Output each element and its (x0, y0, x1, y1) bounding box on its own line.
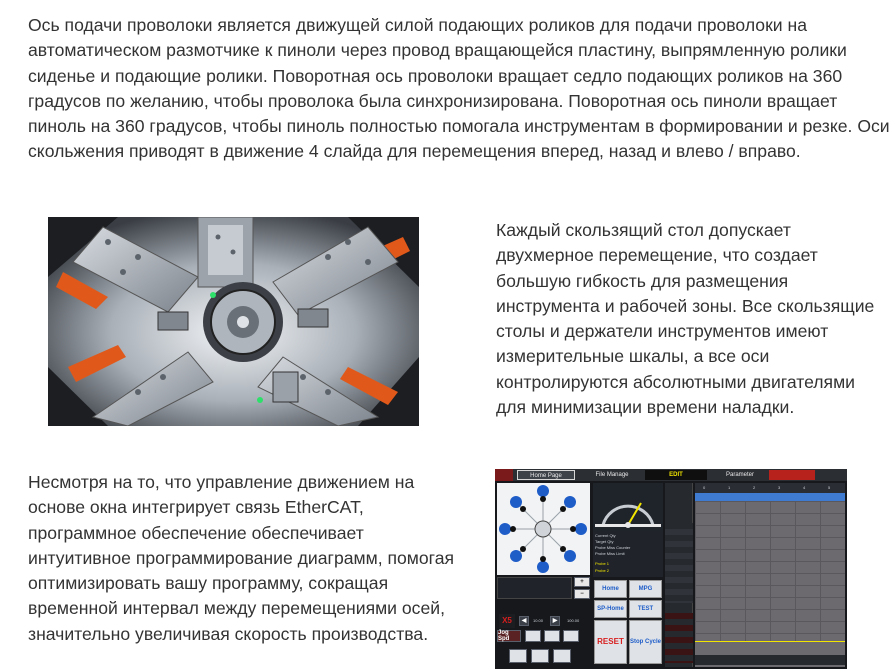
hmi-logo-icon (495, 469, 513, 481)
hmi-reset-button[interactable]: RESET (594, 620, 627, 664)
hmi-grid-col-2: 2 (753, 485, 756, 490)
hmi-grid-col-1: 1 (728, 485, 731, 490)
machine-photo-illustration (48, 217, 419, 426)
hmi-minus-button[interactable]: − (574, 589, 590, 599)
hmi-grid-cells (695, 501, 845, 641)
hmi-jog-speed-button[interactable]: Jog Spd (497, 630, 521, 642)
hmi-probe-line-1: Probe 1 (595, 561, 610, 566)
hmi-alarm-indicator (769, 470, 815, 480)
hmi-tab-parameter[interactable]: Parameter (725, 472, 754, 478)
hmi-tool-button-3[interactable] (563, 630, 579, 642)
hmi-stop-cycle-button[interactable]: Stop Cycle (629, 620, 662, 664)
hmi-status-panel (593, 531, 663, 577)
hmi-tool-button-1[interactable] (525, 630, 541, 642)
hmi-program-alarm-rows (665, 613, 693, 663)
hmi-axis-values (497, 577, 572, 599)
hmi-bottom-button-3[interactable] (553, 649, 571, 663)
hmi-grid-col-4: 4 (803, 485, 806, 490)
hmi-mpg-button[interactable]: MPG (629, 580, 662, 598)
hmi-sp-home-button[interactable]: SP-Home (594, 600, 627, 618)
hmi-step-left-button[interactable]: ◀ (519, 616, 529, 626)
hmi-probe-line-2: Probe 2 (595, 568, 610, 573)
hmi-status-line-4: Probe Miss Limit (595, 551, 625, 556)
axis-star-diagram (497, 483, 590, 575)
hmi-bottom-button-2[interactable] (531, 649, 549, 663)
hmi-tab-edit[interactable]: EDIT (645, 470, 707, 480)
hmi-grid-col-3: 3 (778, 485, 781, 490)
hmi-status-line-2: Target Qty (595, 539, 614, 544)
hmi-grid-header (695, 483, 845, 493)
hmi-tab-bar (495, 469, 847, 481)
hmi-test-button[interactable]: TEST (629, 600, 662, 618)
hmi-program-rows (665, 523, 693, 603)
slides-paragraph: Каждый скользящий стол допускает двухмерное перемещение, что создает большую гибкость для размещения инструмента и рабочей зоны. Все скользящие столы и держатели инструментов имеют измерительные шкалы, а все оси контролируются абсолютными двигателями для минимизации времени наладки. (496, 220, 875, 418)
hmi-grid-scrollbar[interactable] (695, 655, 845, 665)
machine-photo (48, 217, 419, 426)
hmi-grid-axis-row (695, 493, 845, 501)
software-screenshot (495, 469, 847, 669)
hmi-plus-button[interactable]: + (574, 577, 590, 587)
hmi-step-right-button[interactable]: ▶ (550, 616, 560, 626)
hmi-step-value-2: 100.00 (567, 618, 580, 623)
hmi-chart-grid (695, 483, 845, 667)
hmi-step-value-1: 10.00 (533, 618, 544, 623)
hmi-status-line-3: Probe Miss Counter (595, 545, 631, 550)
hmi-grid-marker-line (695, 641, 845, 642)
hmi-grid-col-0: 0 (703, 485, 706, 490)
hmi-axis-diagram (497, 483, 590, 575)
hmi-bottom-button-1[interactable] (509, 649, 527, 663)
hmi-program-list (665, 483, 693, 667)
hmi-home-button[interactable]: Home (594, 580, 627, 598)
hmi-grid-col-5: 5 (828, 485, 831, 490)
hmi-tab-home[interactable]: Home Page (517, 470, 575, 480)
intro-paragraph: Ось подачи проволоки является движущей силой подающих роликов для подачи проволоки на автоматическом размотчике к пиноли через провод вращающейся пластину, выпрямленную ролики сиденье и подающие ролики. Поворотная ось проволоки вращает седло подающих роликов на 360 градусов по желанию, чтобы проволока была синхронизирована. Поворотная ось пиноли вращает пиноль на 360 градусов, чтобы пиноль полностью помогала инструментам в формировании и резке. Оси скольжения приводят в движение 4 слайда для перемещения вперед, назад и влево / вправо. (28, 15, 890, 162)
software-paragraph: Несмотря на то, что управление движением на основе окна интегрирует связь EtherCAT, программное обеспечение обеспечивает интуитивное программирование диаграмм, помогая оптимизировать вашу программу, сокращая временной интервал между перемещениями осей, значительно увеличивая скорость производства. (28, 472, 455, 644)
hmi-tab-file-manage[interactable]: File Manage (595, 472, 629, 478)
hmi-speed-slider[interactable] (595, 524, 661, 527)
hmi-tool-button-2[interactable] (544, 630, 560, 642)
hmi-axis-label: X5 (499, 614, 515, 628)
hmi-status-line-1: Current Qty (595, 533, 616, 538)
